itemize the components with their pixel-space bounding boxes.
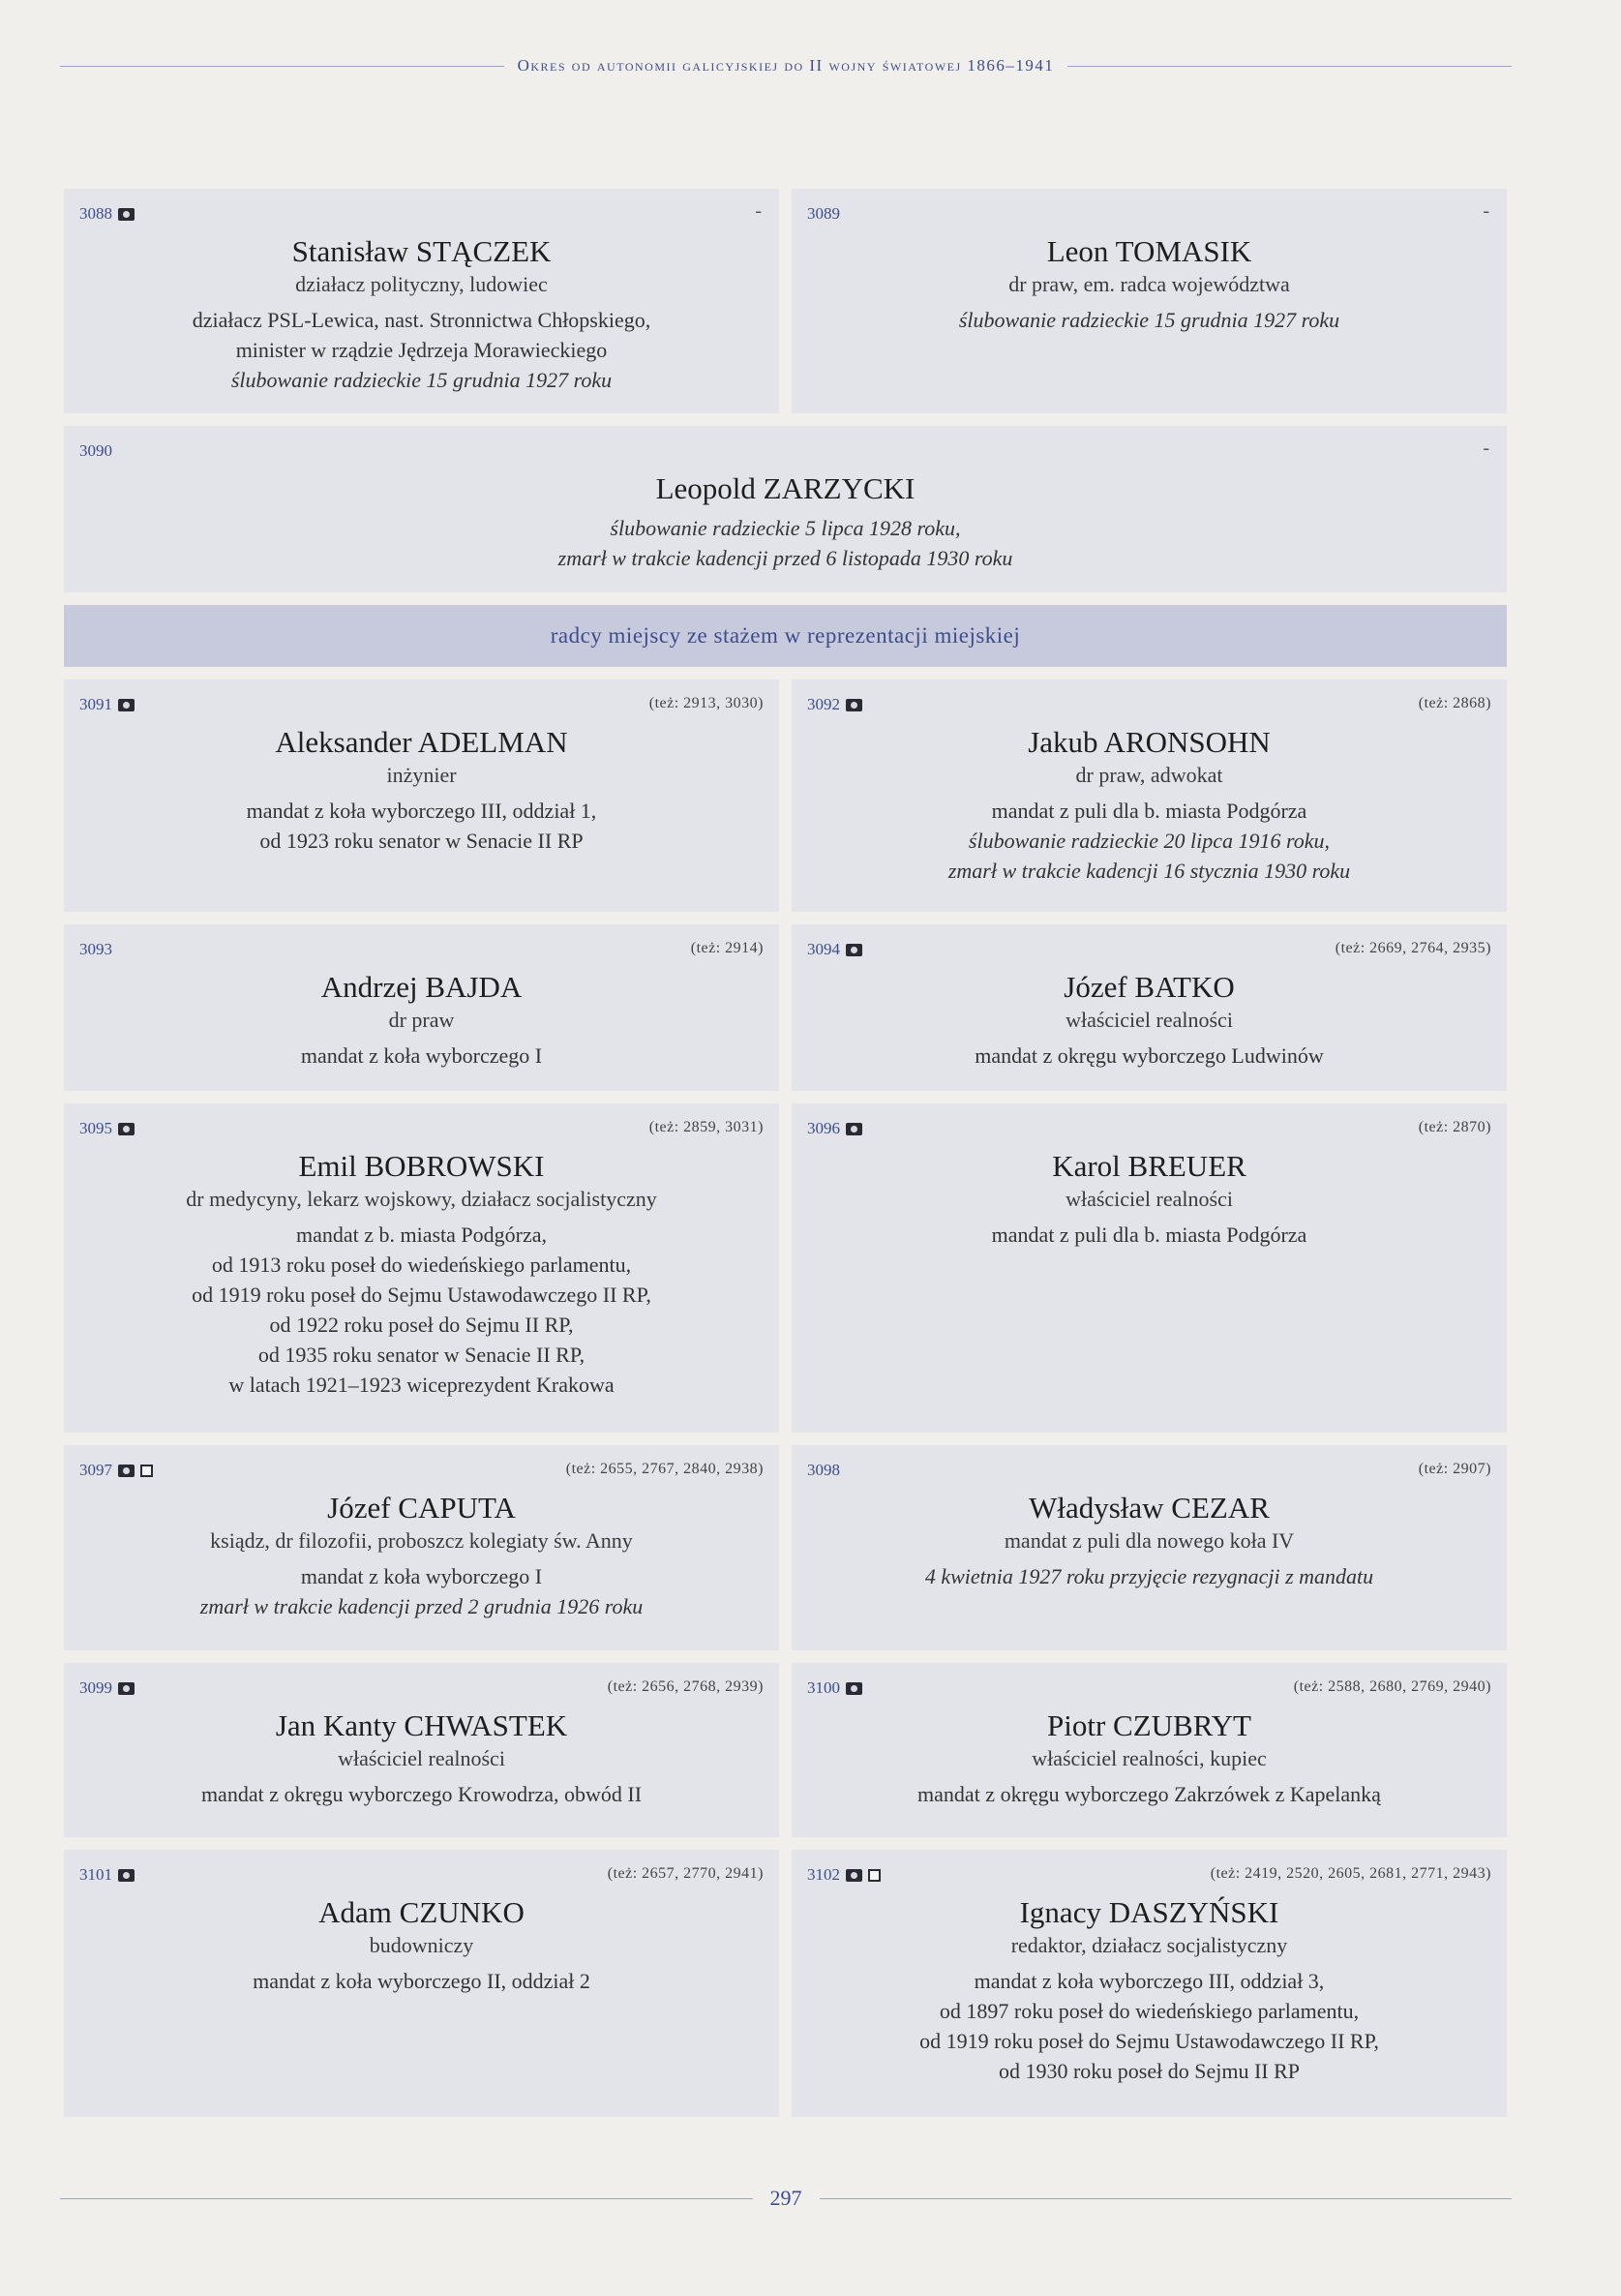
- entry-details: [807, 1041, 1491, 1071]
- detail-line: mandat z koła wyborczego II, oddział 2: [253, 1969, 590, 1993]
- entry-number-text: 3095: [79, 1119, 112, 1137]
- entry-details: [807, 1561, 1491, 1591]
- checkbox-icon: [868, 1869, 881, 1882]
- entry-cross-refs: (też: 2655, 2767, 2840, 2938): [565, 1461, 764, 1477]
- person-name: Józef CAPUTA: [327, 1491, 516, 1525]
- entry-cross-refs: (też: 2907): [1418, 1461, 1491, 1477]
- entry-card: [64, 1850, 779, 2117]
- person-name: Piotr CZUBRYT: [1046, 1708, 1251, 1742]
- page-footer: [60, 2184, 1512, 2213]
- entry-number: [807, 1865, 881, 1885]
- detail-line: mandat z okręgu wyborczego Zakrzówek z Kapelanką: [917, 1782, 1381, 1806]
- entry-card: [64, 924, 779, 1091]
- person-occupation: dr medycyny, lekarz wojskowy, działacz socjalistyczny: [186, 1187, 657, 1211]
- entry-cross-refs: (też: 2868): [1418, 695, 1491, 711]
- person-occupation: inżynier: [386, 763, 457, 787]
- entries-row: [64, 1850, 1507, 2117]
- entries-row: [64, 426, 1507, 592]
- entry-details: [79, 1561, 764, 1621]
- entry-details: [79, 305, 764, 395]
- checkbox-icon: [140, 1465, 153, 1477]
- person-occupation: dr praw: [388, 1008, 455, 1032]
- detail-line: mandat z koła wyborczego III, oddział 3,: [974, 1969, 1325, 1993]
- page-number: 297: [769, 2186, 802, 2210]
- entry-number-text: 3094: [807, 940, 840, 958]
- entry-number: [807, 940, 862, 959]
- detail-line: od 1923 roku senator w Senacie II RP: [259, 829, 584, 853]
- camera-icon: [118, 699, 135, 711]
- detail-line: 4 kwietnia 1927 roku przyjęcie rezygnacji z mandatu: [924, 1564, 1374, 1588]
- entry-number: [79, 1119, 135, 1138]
- detail-line: mandat z koła wyborczego I: [300, 1043, 543, 1068]
- detail-line: od 1935 roku senator w Senacie II RP,: [257, 1343, 585, 1367]
- detail-line: od 1922 roku poseł do Sejmu II RP,: [269, 1313, 574, 1337]
- detail-line: ślubowanie radzieckie 20 lipca 1916 roku,: [968, 829, 1331, 853]
- running-header: [60, 54, 1512, 77]
- entry-details: [807, 1220, 1491, 1250]
- entry-number: [79, 1678, 135, 1698]
- entry-number-text: 3100: [807, 1678, 840, 1697]
- person-name: Jan Kanty CHWASTEK: [275, 1708, 568, 1742]
- person-occupation: budowniczy: [369, 1933, 474, 1957]
- entry-number: [79, 695, 135, 714]
- person-name: Leopold ZARZYCKI: [655, 471, 916, 505]
- entries-row: [64, 189, 1507, 413]
- entry-cross-refs: (też: 2656, 2768, 2939): [607, 1678, 764, 1695]
- entry-details: [79, 1220, 764, 1400]
- entry-details: [79, 796, 764, 856]
- entry-card: [64, 426, 1507, 592]
- detail-line: mandat z koła wyborczego III, oddział 1,: [246, 799, 597, 823]
- detail-line: zmarł w trakcie kadencji przed 6 listopada 1930 roku: [557, 546, 1013, 570]
- entry-number-text: 3092: [807, 695, 840, 713]
- entry-card: [792, 189, 1507, 413]
- person-name: Karol BREUER: [1052, 1149, 1246, 1183]
- entry-number: [807, 1678, 862, 1698]
- entry-card: [792, 1663, 1507, 1837]
- detail-line: działacz PSL-Lewica, nast. Stronnictwa Chłopskiego,: [192, 308, 651, 332]
- entry-number: [79, 940, 112, 959]
- person-occupation: właściciel realności: [1066, 1187, 1233, 1211]
- footer-rule-right: [820, 2198, 1513, 2199]
- entry-details: [807, 796, 1491, 886]
- camera-icon: [118, 1682, 135, 1695]
- entries-row: [64, 680, 1507, 912]
- entries-row: [64, 924, 1507, 1091]
- detail-line: ślubowanie radzieckie 15 grudnia 1927 roku: [230, 368, 613, 392]
- entry-cross-refs: (też: 2870): [1418, 1119, 1491, 1135]
- detail-line: mandat z okręgu wyborczego Krowodrza, obwód II: [200, 1782, 643, 1806]
- entry-number-text: 3091: [79, 695, 112, 713]
- entry-card: [64, 1663, 779, 1837]
- person-name: Andrzej BAJDA: [320, 970, 523, 1004]
- entry-cross-refs: (też: 2859, 3031): [648, 1119, 764, 1135]
- entry-details: [807, 305, 1491, 335]
- camera-icon: [118, 1465, 135, 1477]
- entries-grid: [64, 189, 1507, 2130]
- entry-number-text: 3097: [79, 1461, 112, 1479]
- entries-row: [64, 1103, 1507, 1433]
- entry-number: [79, 204, 135, 224]
- camera-icon: [846, 944, 862, 956]
- entry-card: [792, 924, 1507, 1091]
- camera-icon: [118, 208, 135, 221]
- person-name: Jakub ARONSOHN: [1028, 725, 1271, 759]
- entry-number-text: 3096: [807, 1119, 840, 1137]
- detail-line: ślubowanie radzieckie 15 grudnia 1927 roku: [958, 308, 1340, 332]
- person-name: Ignacy DASZYŃSKI: [1019, 1895, 1279, 1929]
- camera-icon: [846, 1682, 862, 1695]
- entry-number-text: 3093: [79, 940, 112, 958]
- entry-card: [64, 1445, 779, 1650]
- person-name: Józef BATKO: [1064, 970, 1235, 1004]
- header-rule-left: [60, 66, 504, 67]
- entry-number-text: 3089: [807, 204, 840, 223]
- person-occupation: właściciel realności: [1066, 1008, 1233, 1032]
- entry-card: [64, 189, 779, 413]
- entry-details: [807, 1966, 1491, 2086]
- detail-line: ślubowanie radzieckie 5 lipca 1928 roku,: [610, 516, 961, 540]
- detail-line: zmarł w trakcie kadencji 16 stycznia 1930 roku: [947, 859, 1351, 883]
- detail-line: mandat z koła wyborczego I: [300, 1564, 543, 1588]
- entry-card: [792, 1850, 1507, 2117]
- camera-icon: [846, 1123, 862, 1135]
- camera-icon: [118, 1123, 135, 1135]
- entry-number-text: 3088: [79, 204, 112, 223]
- detail-line: od 1919 roku poseł do Sejmu Ustawodawczego II RP,: [192, 1283, 651, 1307]
- detail-line: mandat z okręgu wyborczego Ludwinów: [975, 1043, 1324, 1068]
- entry-number-text: 3102: [807, 1865, 840, 1884]
- entry-number-text: 3101: [79, 1865, 112, 1884]
- detail-line: od 1897 roku poseł do wiedeńskiego parlamentu,: [939, 1999, 1360, 2023]
- entry-number: [79, 441, 112, 461]
- entry-number: [807, 204, 840, 224]
- person-name: Władysław CEZAR: [1029, 1491, 1270, 1525]
- entry-number: [807, 1461, 840, 1480]
- entry-card: [792, 1103, 1507, 1433]
- detail-line: od 1919 roku poseł do Sejmu Ustawodawczego II RP,: [919, 2029, 1379, 2053]
- person-name: Aleksander ADELMAN: [275, 725, 568, 759]
- detail-line: mandat z b. miasta Podgórza,: [295, 1223, 548, 1247]
- detail-line: minister w rządzie Jędrzeja Morawieckiego: [235, 338, 608, 362]
- section-band: radcy miejscy ze stażem w reprezentacji miejskiej: [64, 605, 1507, 667]
- entry-dash: -: [755, 200, 762, 222]
- entry-card: [64, 680, 779, 912]
- detail-line: od 1930 roku poseł do Sejmu II RP: [998, 2059, 1301, 2083]
- entry-number-text: 3099: [79, 1678, 112, 1697]
- entry-card: [792, 1445, 1507, 1650]
- entry-number-text: 3098: [807, 1461, 840, 1479]
- entry-number: [79, 1461, 153, 1480]
- entry-dash: -: [1483, 438, 1489, 459]
- camera-icon: [846, 1869, 862, 1882]
- entries-row: [64, 1445, 1507, 1650]
- entry-details: [79, 1966, 764, 1996]
- person-name: Emil BOBROWSKI: [298, 1149, 545, 1183]
- entry-number-text: 3090: [79, 441, 112, 460]
- entry-number: [807, 1119, 862, 1138]
- person-name: Adam CZUNKO: [318, 1895, 525, 1929]
- entry-number: [79, 1865, 135, 1885]
- entry-card: [64, 1103, 779, 1433]
- person-name: Stanisław STĄCZEK: [291, 234, 552, 268]
- person-occupation: dr praw, adwokat: [1075, 763, 1223, 787]
- person-occupation: ksiądz, dr filozofii, proboszcz kolegiaty św. Anny: [210, 1528, 633, 1553]
- entry-details: [79, 1779, 764, 1809]
- entry-dash: -: [1483, 200, 1489, 222]
- camera-icon: [118, 1869, 135, 1882]
- entry-cross-refs: (też: 2669, 2764, 2935): [1335, 940, 1491, 956]
- detail-line: w latach 1921–1923 wiceprezydent Krakowa: [228, 1373, 615, 1397]
- detail-line: mandat z puli dla b. miasta Podgórza: [991, 799, 1307, 823]
- detail-line: od 1913 roku poseł do wiedeńskiego parlamentu,: [211, 1253, 632, 1277]
- person-occupation: właściciel realności, kupiec: [1032, 1746, 1267, 1770]
- person-occupation: działacz polityczny, ludowiec: [295, 272, 548, 296]
- entry-cross-refs: (też: 2419, 2520, 2605, 2681, 2771, 2943): [1210, 1865, 1491, 1882]
- header-title: Okres od autonomii galicyjskiej do II wojny światowej 1866–1941: [517, 56, 1055, 75]
- entry-cross-refs: (też: 2913, 3030): [648, 695, 764, 711]
- entry-card: [792, 680, 1507, 912]
- header-rule-right: [1067, 66, 1512, 67]
- entry-details: [79, 513, 1491, 573]
- entry-cross-refs: (też: 2914): [690, 940, 764, 956]
- person-occupation: mandat z puli dla nowego koła IV: [1004, 1528, 1295, 1553]
- entry-details: [79, 1041, 764, 1071]
- person-occupation: redaktor, działacz socjalistyczny: [1010, 1933, 1288, 1957]
- entry-cross-refs: (też: 2588, 2680, 2769, 2940): [1293, 1678, 1491, 1695]
- person-occupation: dr praw, em. radca województwa: [1008, 272, 1290, 296]
- detail-line: zmarł w trakcie kadencji przed 2 grudnia 1926 roku: [199, 1594, 644, 1618]
- person-occupation: właściciel realności: [338, 1746, 505, 1770]
- person-name: Leon TOMASIK: [1046, 234, 1252, 268]
- detail-line: mandat z puli dla b. miasta Podgórza: [991, 1223, 1307, 1247]
- entries-row: [64, 1663, 1507, 1837]
- footer-rule-left: [60, 2198, 753, 2199]
- entry-number: [807, 695, 862, 714]
- entry-details: [807, 1779, 1491, 1809]
- camera-icon: [846, 699, 862, 711]
- entry-cross-refs: (też: 2657, 2770, 2941): [607, 1865, 764, 1882]
